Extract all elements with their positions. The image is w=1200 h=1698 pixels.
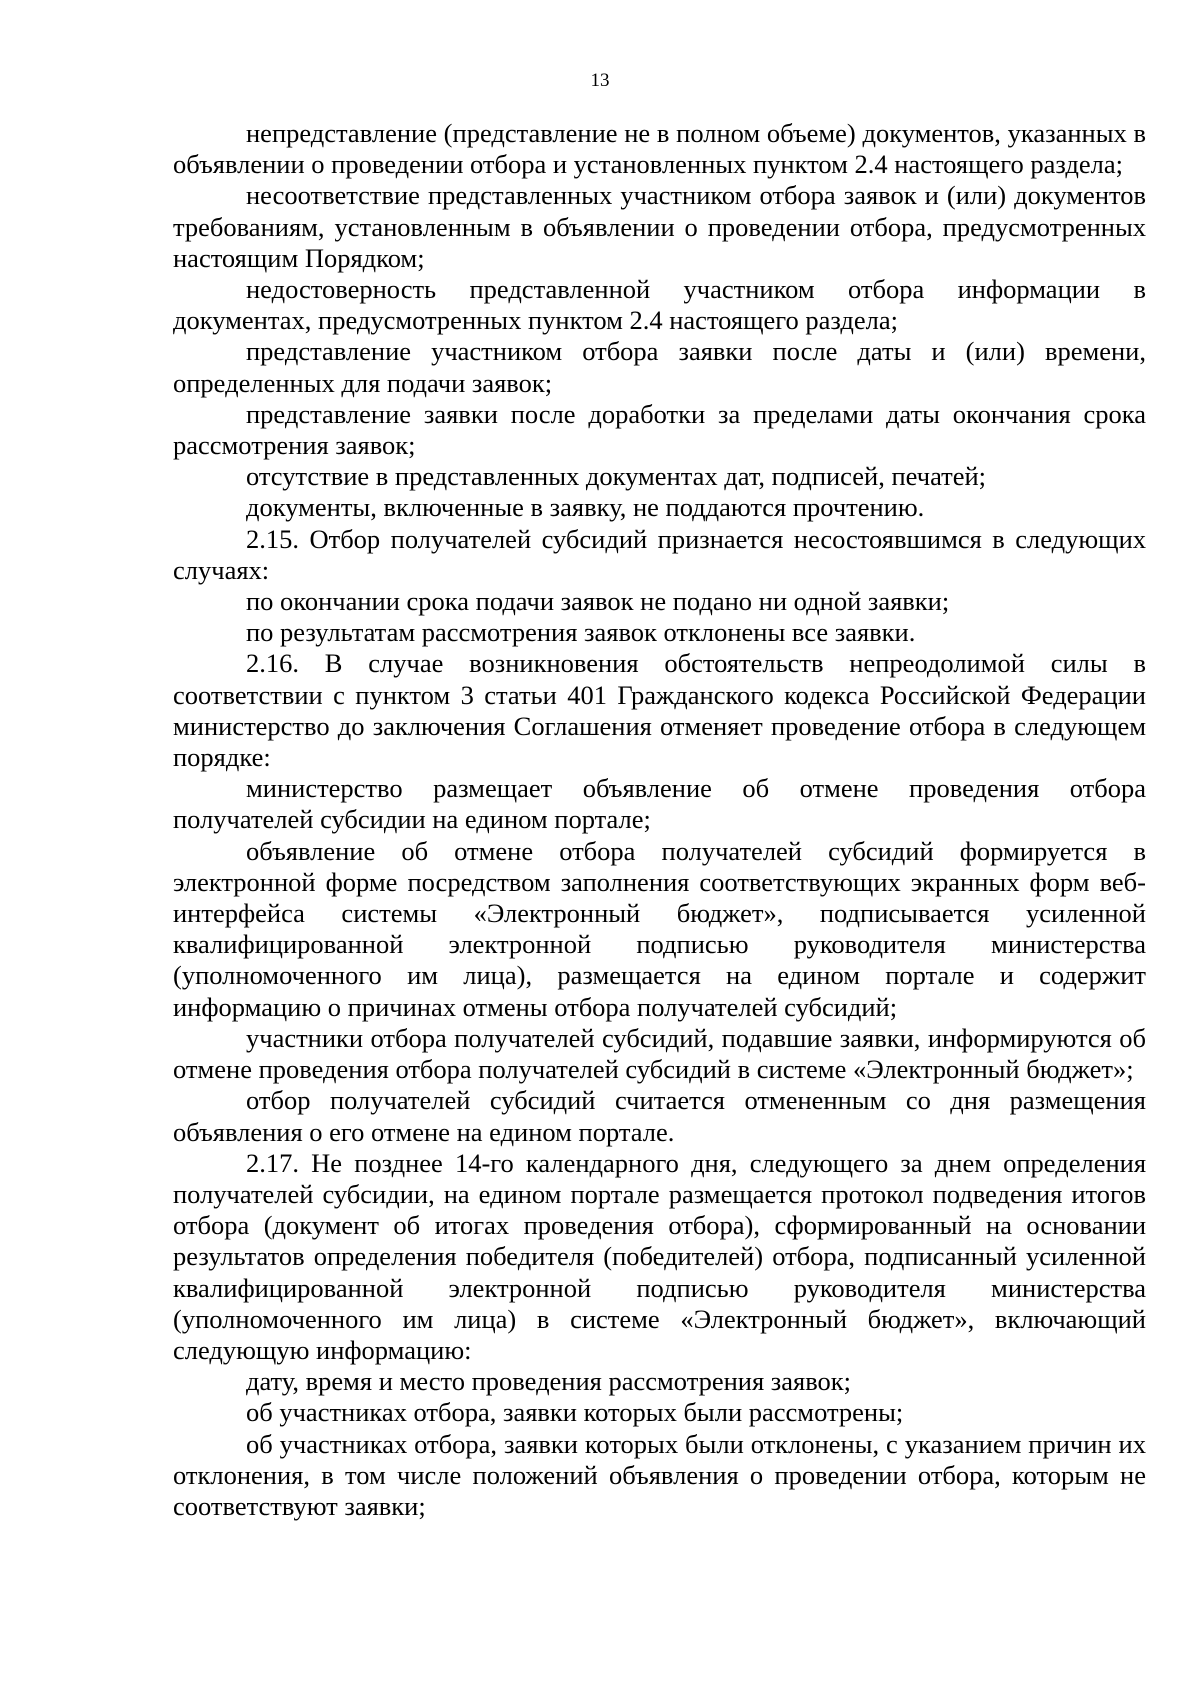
page-number: 13 bbox=[590, 70, 610, 91]
paragraph bbox=[173, 773, 1146, 835]
section-paragraph-2-15 bbox=[173, 524, 1146, 586]
paragraph-text: министерство размещает объявление об отмене проведения отбора получателей субсидии на едином портале; bbox=[173, 773, 1146, 835]
paragraph bbox=[173, 461, 1146, 492]
paragraph bbox=[173, 492, 1146, 523]
paragraph-text: несоответствие представленных участником отбора заявок и (или) документов требованиям, установленным в объявлении о проведении отбора, предусмотренных настоящим Порядком; bbox=[173, 180, 1146, 273]
paragraph-text: представление участником отбора заявки после даты и (или) времени, определенных для подачи заявок; bbox=[173, 336, 1146, 398]
paragraph-text: по окончании срока подачи заявок не подано ни одной заявки; bbox=[246, 586, 950, 617]
paragraph-text: Не позднее 14-го календарного дня, следующего за днем определения получателей субсидии, на едином портале размещается протокол подведения итогов отбора (документ об итогах проведения отбора), сформированный на основании результатов определения победителя (победителей) отбора, подписанный усиленной квалифицированной электронной подписью руководителя министерства (уполномоченного им лица) в системе «Электронный бюджет», включающий следующую информацию: bbox=[173, 1147, 1147, 1365]
paragraph-text: документы, включенные в заявку, не поддаются прочтению. bbox=[246, 492, 925, 523]
paragraph-text: отбор получателей субсидий считается отмененным со дня размещения объявления о его отмене на едином портале. bbox=[173, 1085, 1146, 1147]
paragraph bbox=[173, 617, 1146, 648]
section-number: 2.16. bbox=[246, 648, 299, 679]
paragraph-text: дату, время и место проведения рассмотрения заявок; bbox=[246, 1366, 852, 1397]
paragraph-text: об участниках отбора, заявки которых были отклонены, с указанием причин их отклонения, в том числе положений объявления о проведении отбора, которым не соответствуют заявки; bbox=[173, 1428, 1146, 1521]
paragraph-text: участники отбора получателей субсидий, подавшие заявки, информируются об отмене проведения отбора получателей субсидий в системе «Электронный бюджет»; bbox=[173, 1022, 1146, 1085]
paragraph-text: Отбор получателей субсидий признается несостоявшимся в следующих случаях: bbox=[173, 523, 1147, 585]
paragraph bbox=[173, 274, 1146, 336]
section-paragraph-2-16 bbox=[173, 648, 1146, 773]
paragraph bbox=[173, 180, 1146, 274]
paragraph-text: В случае возникновения обстоятельств непреодолимой силы в соответствии с пунктом 3 статьи 401 Гражданского кодекса Российской Федерации министерство до заключения Соглашения отменяет проведение отбора в следующем порядке: bbox=[173, 648, 1146, 773]
section-number: 2.15. bbox=[246, 523, 299, 554]
paragraph bbox=[173, 1085, 1146, 1147]
paragraph bbox=[173, 118, 1146, 180]
document-body bbox=[173, 118, 1146, 1522]
section-paragraph-2-17 bbox=[173, 1148, 1146, 1366]
paragraph bbox=[173, 336, 1146, 398]
paragraph bbox=[173, 399, 1146, 461]
paragraph-text: об участниках отбора, заявки которых были рассмотрены; bbox=[246, 1397, 904, 1428]
paragraph-text: недостоверность представленной участником отбора информации в документах, предусмотренных пунктом 2.4 настоящего раздела; bbox=[173, 274, 1146, 336]
paragraph bbox=[173, 1366, 1146, 1397]
paragraph bbox=[173, 586, 1146, 617]
paragraph bbox=[173, 1429, 1146, 1523]
paragraph-text: объявление об отмене отбора получателей субсидий формируется в электронной форме посредством заполнения соответствующих экранных форм веб-интерфейса системы «Электронный бюджет», подписывается усиленной квалифицированной электронной подписью руководителя министерства (уполномоченного им лица), размещается на едином портале и содержит информацию о причинах отмены отбора получателей субсидий; bbox=[173, 835, 1146, 1022]
paragraph bbox=[173, 1397, 1146, 1428]
paragraph-text: представление заявки после доработки за пределами даты окончания срока рассмотрения заявок; bbox=[173, 398, 1146, 461]
section-number: 2.17. bbox=[246, 1147, 299, 1178]
paragraph bbox=[173, 1023, 1146, 1085]
paragraph-text: по результатам рассмотрения заявок отклонены все заявки. bbox=[246, 617, 916, 648]
paragraph-text: непредставление (представление не в полном объеме) документов, указанных в объявлении о проведении отбора и установленных пунктом 2.4 настоящего раздела; bbox=[173, 118, 1146, 180]
paragraph bbox=[173, 836, 1146, 1023]
paragraph-text: отсутствие в представленных документах дат, подписей, печатей; bbox=[246, 461, 987, 492]
